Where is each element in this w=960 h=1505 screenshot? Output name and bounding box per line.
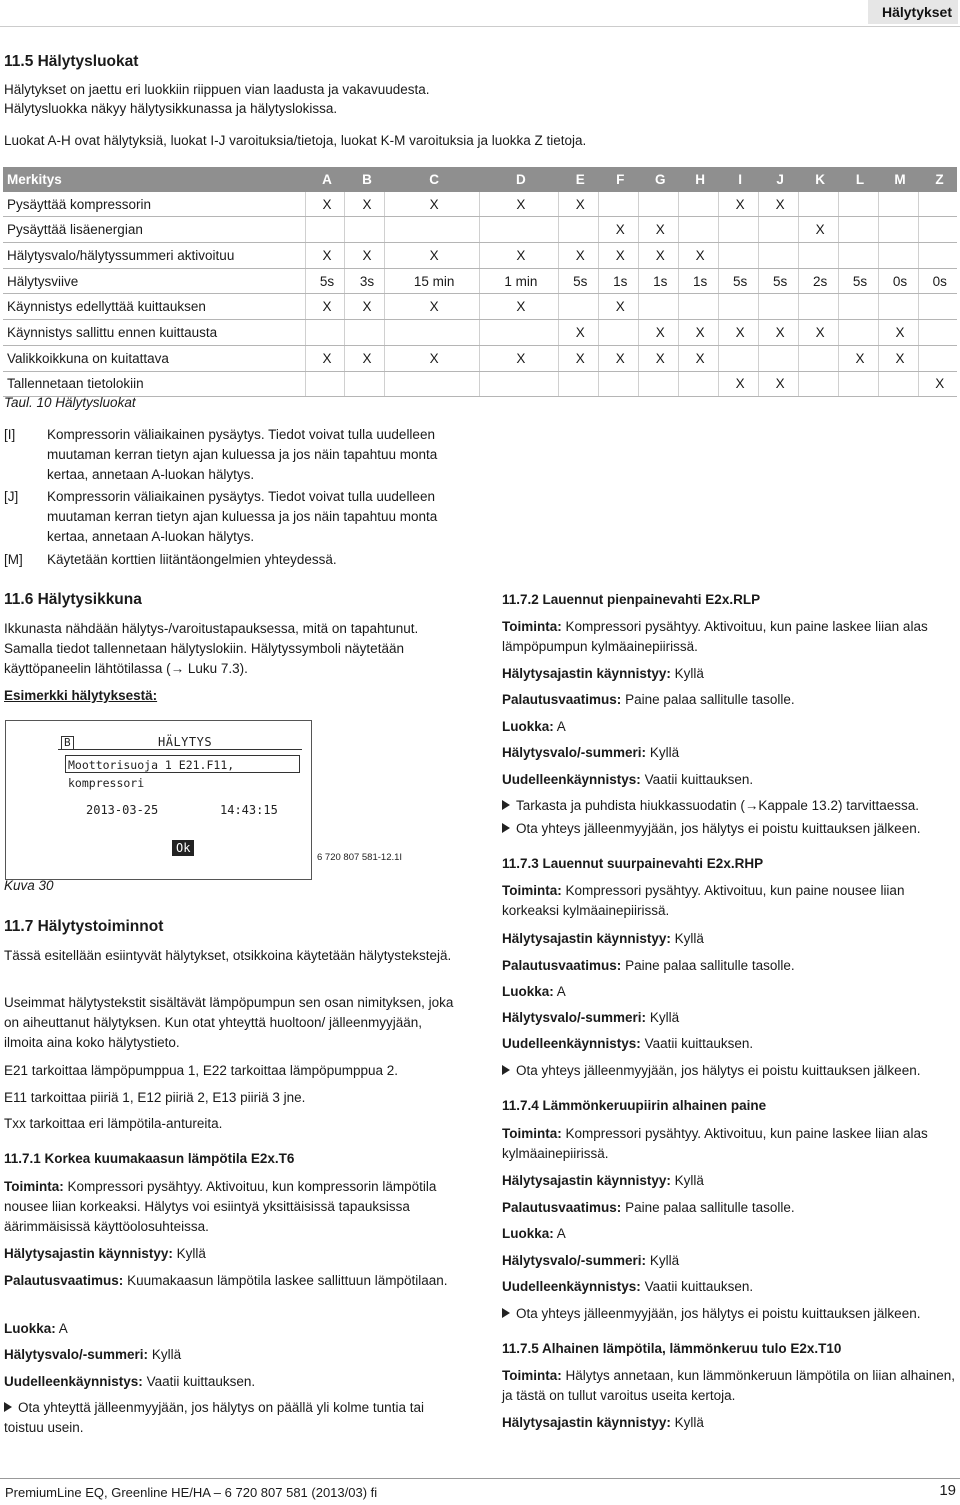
table-row-label: Hälytysvalo/hälytyssummeri aktivoituu bbox=[3, 243, 305, 269]
action-field: Toiminta: Kompressori pysähtyy. Aktivoituu, kun paine laskee liian alas kylmäainepiirissä. bbox=[502, 1126, 928, 1161]
table-cell: X bbox=[345, 243, 385, 269]
table-cell: X bbox=[385, 294, 479, 320]
footnote-item bbox=[4, 487, 474, 549]
example-label: Esimerkki hälytyksestä: bbox=[4, 688, 158, 703]
paragraph: Luokat A-H ovat hälytyksiä, luokat I-J varoituksia/tietoja, luokat K-M varoituksia ja luokka Z tietoja. bbox=[4, 133, 587, 148]
table-cell bbox=[838, 320, 878, 346]
reset-field: Palautusvaatimus: Kuumakaasun lämpötila laskee sallittuun lämpötilaan. bbox=[4, 1273, 448, 1288]
table-cell bbox=[918, 217, 957, 243]
class-field: Luokka: A bbox=[4, 1321, 68, 1336]
paragraph: Hälytysluokka näkyy hälytysikkunassa ja hälytyslokissa. bbox=[4, 101, 338, 116]
table-row bbox=[3, 345, 957, 371]
table-row-label: Käynnistys edellyttää kuittauksen bbox=[3, 294, 305, 320]
table-cell bbox=[878, 294, 918, 320]
table-cell: 1 min bbox=[479, 268, 558, 294]
table-cell: X bbox=[305, 345, 345, 371]
table-cell bbox=[838, 371, 878, 397]
table-cell: X bbox=[718, 192, 758, 217]
action-item: Ota yhteys jälleenmyyjään, jos hälytys ei poistu kuittauksen jälkeen. bbox=[502, 1304, 958, 1324]
action-field: Toiminta: Kompressori pysähtyy. Aktivoituu, kun paine nousee liian korkeaksi kylmäainepiirissä. bbox=[502, 883, 905, 918]
table-cell bbox=[878, 192, 918, 217]
table-cell bbox=[345, 320, 385, 346]
action-field: Toiminta: Kompressori pysähtyy. Aktivoituu, kun kompressorin lämpötila nousee liian korkeaksi. Hälytys voi esiintyä yksittäisissä tapauksissa äärimmäisissä käyttöolosuhteissa. bbox=[4, 1179, 437, 1234]
table-cell: X bbox=[598, 243, 638, 269]
table-cell bbox=[718, 345, 758, 371]
paragraph: E11 tarkoittaa piiriä 1, E12 piiriä 2, E13 piiriä 3 jne. bbox=[4, 1090, 306, 1105]
screen-date: 2013-03-25 bbox=[86, 803, 159, 817]
table-cell bbox=[305, 217, 345, 243]
table-cell: 5s bbox=[758, 268, 798, 294]
table-cell bbox=[479, 217, 558, 243]
action-item: Ota yhteys jälleenmyyjään, jos hälytys ei poistu kuittauksen jälkeen. bbox=[502, 1061, 958, 1081]
table-cell: 5s bbox=[718, 268, 758, 294]
running-header: Hälytykset bbox=[868, 0, 958, 24]
table-cell bbox=[878, 243, 918, 269]
reset-field: Palautusvaatimus: Paine palaa sallitulle tasolle. bbox=[502, 1200, 795, 1215]
table-cell: X bbox=[305, 243, 345, 269]
light-field: Hälytysvalo/-summeri: Kyllä bbox=[4, 1347, 182, 1362]
table-cell bbox=[305, 320, 345, 346]
section-title-11-5: 11.5 Hälytysluokat bbox=[4, 53, 139, 70]
table-cell bbox=[918, 320, 957, 346]
table-cell: 5s bbox=[838, 268, 878, 294]
table-cell bbox=[878, 217, 918, 243]
table-cell bbox=[479, 371, 558, 397]
table-cell: X bbox=[385, 345, 479, 371]
table-row bbox=[3, 217, 957, 243]
paragraph: Tässä esitellään esiintyvät hälytykset, otsikkoina käytetään hälytystekstejä. bbox=[4, 948, 452, 963]
restart-field: Uudelleenkäynnistys: Vaatii kuittauksen. bbox=[502, 1279, 754, 1294]
table-cell: 0s bbox=[918, 268, 957, 294]
table-cell bbox=[638, 294, 678, 320]
class-field: Luokka: A bbox=[502, 1226, 566, 1241]
table-cell bbox=[838, 217, 878, 243]
table-cell: 5s bbox=[305, 268, 345, 294]
table-header-cell: J bbox=[758, 167, 798, 192]
table-cell bbox=[758, 345, 798, 371]
footnote-item bbox=[4, 550, 474, 570]
table-cell: X bbox=[878, 320, 918, 346]
table-row-label: Hälytysviive bbox=[3, 268, 305, 294]
table-cell: X bbox=[918, 371, 957, 397]
table-cell bbox=[678, 217, 718, 243]
table-cell bbox=[718, 217, 758, 243]
timer-field: Hälytysajastin käynnistyy: Kyllä bbox=[502, 1173, 704, 1188]
table-cell bbox=[838, 294, 878, 320]
action-field: Toiminta: Kompressori pysähtyy. Aktivoituu, kun paine laskee liian alas lämpöpumpun kylmäainepiirissä. bbox=[502, 619, 928, 654]
screen-tag: B bbox=[61, 736, 74, 750]
table-cell: X bbox=[479, 243, 558, 269]
table-cell: X bbox=[758, 320, 798, 346]
table-cell: X bbox=[598, 345, 638, 371]
screen-message: Moottorisuoja 1 E21.F11, kompressori bbox=[65, 755, 300, 773]
action-item: Ota yhteys jälleenmyyjään, jos hälytys ei poistu kuittauksen jälkeen. bbox=[502, 819, 958, 839]
class-field: Luokka: A bbox=[502, 719, 566, 734]
table-cell: X bbox=[678, 243, 718, 269]
table-cell: X bbox=[385, 243, 479, 269]
table-cell: X bbox=[558, 345, 598, 371]
table-cell: X bbox=[798, 320, 838, 346]
page-number: 19 bbox=[939, 1482, 956, 1499]
table-cell: X bbox=[385, 192, 479, 217]
table-cell bbox=[678, 294, 718, 320]
table-cell: X bbox=[678, 320, 718, 346]
table-header-cell: H bbox=[678, 167, 718, 192]
table-cell bbox=[558, 294, 598, 320]
restart-field: Uudelleenkäynnistys: Vaatii kuittauksen. bbox=[502, 1036, 754, 1051]
table-cell bbox=[598, 192, 638, 217]
table-cell bbox=[558, 371, 598, 397]
subsection-title-11-7-3: 11.7.3 Lauennut suurpainevahti E2x.RHP bbox=[502, 856, 764, 871]
class-field: Luokka: A bbox=[502, 984, 566, 999]
table-cell: X bbox=[598, 294, 638, 320]
light-field: Hälytysvalo/-summeri: Kyllä bbox=[502, 1010, 680, 1025]
timer-field: Hälytysajastin käynnistyy: Kyllä bbox=[4, 1246, 206, 1261]
table-cell: 0s bbox=[878, 268, 918, 294]
section-title-11-7: 11.7 Hälytystoiminnot bbox=[4, 918, 164, 935]
table-cell: X bbox=[758, 371, 798, 397]
table-cell bbox=[838, 243, 878, 269]
table-cell bbox=[678, 192, 718, 217]
action-item: Ota yhteyttä jälleenmyyjään, jos hälytys on päällä yli kolme tuntia tai toistuu usein. bbox=[4, 1400, 424, 1435]
table-cell: X bbox=[558, 243, 598, 269]
arrow-icon bbox=[502, 1308, 510, 1318]
table-cell: X bbox=[345, 294, 385, 320]
action-field: Toiminta: Hälytys annetaan, kun lämmönkeruun lämpötila on liian alhainen, ja tästä on tullut varoitus useita kertoja. bbox=[502, 1368, 955, 1403]
table-cell bbox=[598, 371, 638, 397]
table-cell bbox=[479, 320, 558, 346]
table-row-label: Pysäyttää lisäenergian bbox=[3, 217, 305, 243]
table-cell: X bbox=[838, 345, 878, 371]
table-cell: 3s bbox=[345, 268, 385, 294]
arrow-icon bbox=[502, 823, 510, 833]
reset-field: Palautusvaatimus: Paine palaa sallitulle tasolle. bbox=[502, 692, 795, 707]
table-cell bbox=[798, 192, 838, 217]
table-cell bbox=[638, 371, 678, 397]
table-caption: Taul. 10 Hälytysluokat bbox=[4, 395, 136, 410]
table-cell bbox=[718, 294, 758, 320]
table-cell bbox=[918, 243, 957, 269]
table-cell bbox=[385, 217, 479, 243]
table-cell bbox=[678, 371, 718, 397]
table-cell: X bbox=[718, 371, 758, 397]
timer-field: Hälytysajastin käynnistyy: Kyllä bbox=[502, 666, 704, 681]
table-cell bbox=[638, 192, 678, 217]
table-header-cell: E bbox=[558, 167, 598, 192]
table-cell bbox=[838, 192, 878, 217]
arrow-icon bbox=[502, 800, 510, 810]
table-header-cell: C bbox=[385, 167, 479, 192]
table-cell: X bbox=[558, 192, 598, 217]
table-cell bbox=[798, 294, 838, 320]
timer-field: Hälytysajastin käynnistyy: Kyllä bbox=[502, 931, 704, 946]
paragraph: Useimmat hälytystekstit sisältävät lämpöpumpun sen osan nimityksen, joka on aiheuttanut hälytyksen. Kun otat yhteyttä huoltoon/ jälleenmyyjään, ilmoita aina koko hälytystieto. bbox=[4, 995, 454, 1050]
subsection-title-11-7-2: 11.7.2 Lauennut pienpainevahti E2x.RLP bbox=[502, 592, 761, 607]
table-cell: X bbox=[598, 217, 638, 243]
table-header-cell: G bbox=[638, 167, 678, 192]
table-cell: X bbox=[479, 192, 558, 217]
footnote-key: [J] bbox=[4, 489, 19, 504]
figure-caption: Kuva 30 bbox=[4, 878, 54, 893]
table-header-cell: L bbox=[838, 167, 878, 192]
table-row-label: Pysäyttää kompressorin bbox=[3, 192, 305, 217]
section-title-11-6: 11.6 Hälytysikkuna bbox=[4, 591, 142, 608]
table-cell: X bbox=[345, 345, 385, 371]
footnote-item bbox=[4, 425, 474, 487]
table-cell: 5s bbox=[558, 268, 598, 294]
table-cell: X bbox=[718, 320, 758, 346]
arrow-icon bbox=[4, 1402, 12, 1412]
table-row bbox=[3, 294, 957, 320]
footnote-text: Kompressorin väliaikainen pysäytys. Tiedot voivat tulla uudelleen muutaman kerran tietyn ajan kuluessa ja jos näin tapahtuu monta kertaa, annetaan A-luokan hälytys. bbox=[47, 489, 438, 544]
footer-text: PremiumLine EQ, Greenline HE/HA – 6 720 807 581 (2013/03) fi bbox=[5, 1485, 378, 1500]
alarm-screen-display bbox=[58, 735, 303, 863]
table-cell bbox=[798, 371, 838, 397]
alarm-class-table bbox=[3, 167, 957, 397]
table-cell: 1s bbox=[598, 268, 638, 294]
reset-field: Palautusvaatimus: Paine palaa sallitulle tasolle. bbox=[502, 958, 795, 973]
table-cell bbox=[798, 345, 838, 371]
paragraph: Ikkunasta nähdään hälytys-/varoitustapauksessa, mitä on tapahtunut. Samalla tiedot tallennetaan hälytyslokiin. Hälytyssymboli näytetään käyttöpaneelin lähtötilassa (→ Luku 7.3). bbox=[4, 621, 419, 676]
footnote-key: [I] bbox=[4, 427, 16, 442]
table-cell bbox=[918, 294, 957, 320]
table-row bbox=[3, 243, 957, 269]
timer-field: Hälytysajastin käynnistyy: Kyllä bbox=[502, 1415, 704, 1430]
screen-title: HÄLYTYS bbox=[158, 735, 213, 749]
table-cell bbox=[918, 345, 957, 371]
table-row bbox=[3, 371, 957, 397]
table-cell: X bbox=[758, 192, 798, 217]
table-header-cell: B bbox=[345, 167, 385, 192]
table-header-cell: Z bbox=[918, 167, 957, 192]
table-cell bbox=[345, 371, 385, 397]
subsection-title-11-7-5: 11.7.5 Alhainen lämpötila, lämmönkeruu tulo E2x.T10 bbox=[502, 1341, 842, 1356]
table-cell: X bbox=[638, 217, 678, 243]
table-header-cell: F bbox=[598, 167, 638, 192]
screen-header bbox=[58, 735, 302, 750]
table-cell: X bbox=[305, 294, 345, 320]
table-cell bbox=[345, 217, 385, 243]
header-divider bbox=[0, 26, 960, 27]
table-cell: 2s bbox=[798, 268, 838, 294]
table-cell bbox=[798, 243, 838, 269]
table-cell: X bbox=[345, 192, 385, 217]
table-cell: X bbox=[678, 345, 718, 371]
table-cell: 1s bbox=[678, 268, 718, 294]
table-header-cell: A bbox=[305, 167, 345, 192]
table-cell bbox=[758, 243, 798, 269]
table-row bbox=[3, 268, 957, 294]
table-header-cell: Merkitys bbox=[3, 167, 305, 192]
table-cell: X bbox=[558, 320, 598, 346]
table-row bbox=[3, 320, 957, 346]
table-row-label: Käynnistys sallittu ennen kuittausta bbox=[3, 320, 305, 346]
figure-id: 6 720 807 581-12.1I bbox=[317, 852, 403, 863]
screen-time: 14:43:15 bbox=[220, 803, 278, 817]
table-cell: X bbox=[638, 243, 678, 269]
subsection-title-11-7-1: 11.7.1 Korkea kuumakaasun lämpötila E2x.T6 bbox=[4, 1151, 295, 1166]
table-cell bbox=[718, 243, 758, 269]
table-header-cell: M bbox=[878, 167, 918, 192]
table-cell: X bbox=[638, 320, 678, 346]
table-cell: X bbox=[479, 294, 558, 320]
table-body bbox=[3, 192, 957, 397]
table-cell: X bbox=[878, 345, 918, 371]
table-cell bbox=[598, 320, 638, 346]
table-header-cell: D bbox=[479, 167, 558, 192]
paragraph: Txx tarkoittaa eri lämpötila-antureita. bbox=[4, 1116, 223, 1131]
paragraph: Hälytykset on jaettu eri luokkiin riippuen vian laadusta ja vakavuudesta. bbox=[4, 82, 430, 97]
table-cell bbox=[305, 371, 345, 397]
light-field: Hälytysvalo/-summeri: Kyllä bbox=[502, 1253, 680, 1268]
table-cell bbox=[558, 217, 598, 243]
paragraph: E21 tarkoittaa lämpöpumppua 1, E22 tarkoittaa lämpöpumppua 2. bbox=[4, 1063, 398, 1078]
restart-field: Uudelleenkäynnistys: Vaatii kuittauksen. bbox=[502, 772, 754, 787]
table-cell bbox=[758, 294, 798, 320]
table-cell bbox=[758, 217, 798, 243]
table-cell: X bbox=[798, 217, 838, 243]
footnote-text: Käytetään korttien liitäntäongelmien yhteydessä. bbox=[47, 552, 337, 567]
table-cell: 15 min bbox=[385, 268, 479, 294]
ok-button[interactable]: Ok bbox=[172, 840, 194, 856]
restart-field: Uudelleenkäynnistys: Vaatii kuittauksen. bbox=[4, 1374, 256, 1389]
footnote-key: [M] bbox=[4, 552, 23, 567]
footnote-text: Kompressorin väliaikainen pysäytys. Tiedot voivat tulla uudelleen muutaman kerran tietyn ajan kuluessa ja jos näin tapahtuu monta kertaa, annetaan A-luokan hälytys. bbox=[47, 427, 438, 482]
table-header-cell: I bbox=[718, 167, 758, 192]
table-cell bbox=[385, 320, 479, 346]
table-cell: X bbox=[638, 345, 678, 371]
table-cell: X bbox=[479, 345, 558, 371]
table-header-cell: K bbox=[798, 167, 838, 192]
table-row-label: Tallennetaan tietolokiin bbox=[3, 371, 305, 397]
table-cell bbox=[878, 371, 918, 397]
light-field: Hälytysvalo/-summeri: Kyllä bbox=[502, 745, 680, 760]
table-header-row bbox=[3, 167, 957, 192]
subsection-title-11-7-4: 11.7.4 Lämmönkeruupiirin alhainen paine bbox=[502, 1098, 767, 1113]
action-item: Tarkasta ja puhdista hiukkassuodatin (→Kappale 13.2) tarvittaessa. bbox=[502, 796, 958, 816]
arrow-icon bbox=[502, 1065, 510, 1075]
table-row-label: Valikkoikkuna on kuitattava bbox=[3, 345, 305, 371]
table-cell bbox=[385, 371, 479, 397]
table-cell bbox=[918, 192, 957, 217]
table-row bbox=[3, 192, 957, 217]
table-cell: X bbox=[305, 192, 345, 217]
table-cell: 1s bbox=[638, 268, 678, 294]
footer-divider bbox=[0, 1478, 960, 1479]
